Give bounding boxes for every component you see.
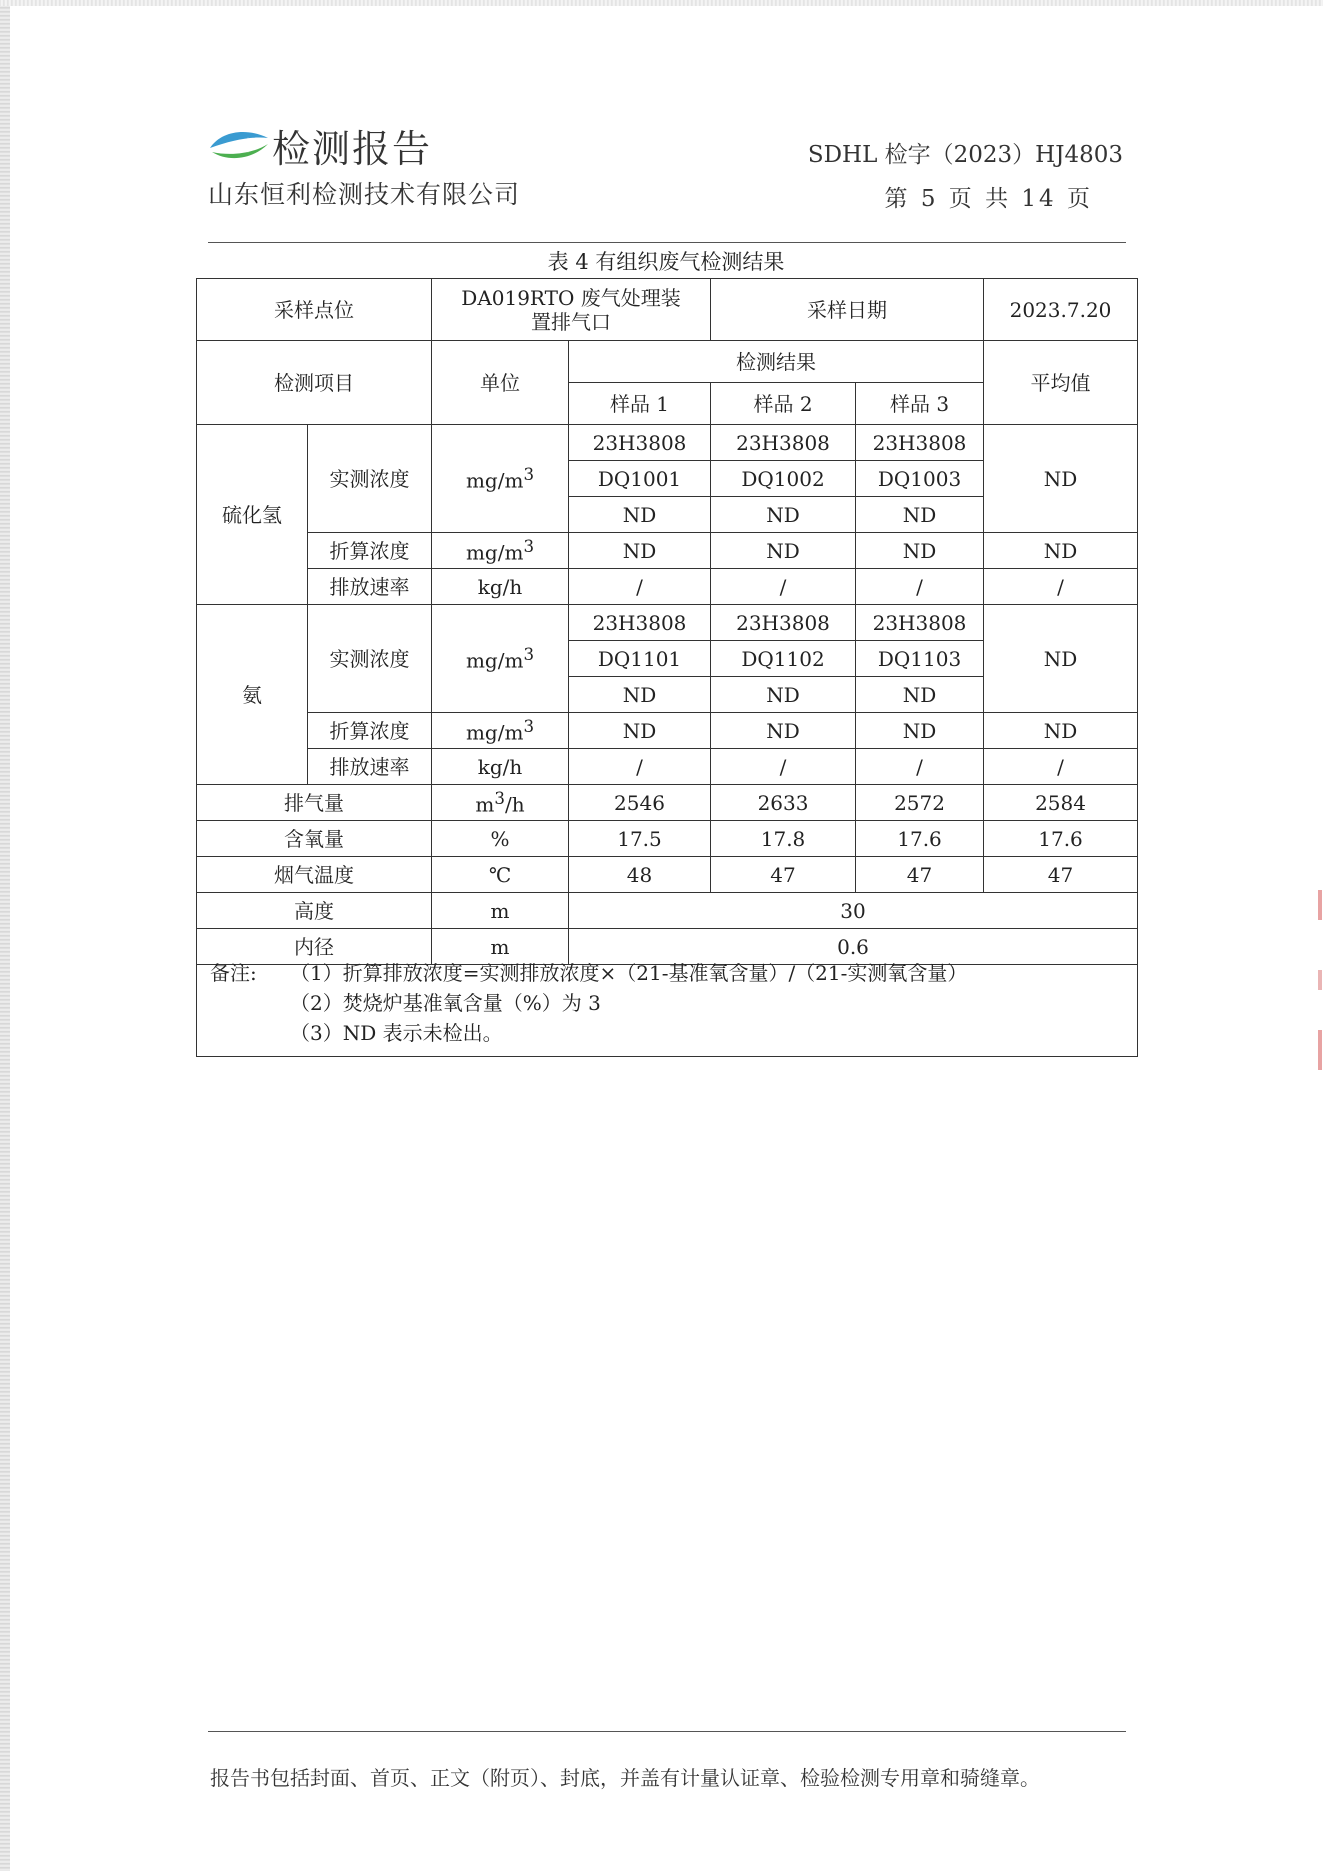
- oxygen-value: 17.5: [569, 821, 711, 857]
- h2s-measured-value: ND: [856, 497, 984, 533]
- avg-header: 平均值: [984, 341, 1138, 425]
- flow-value: 2546: [569, 785, 711, 821]
- h2s-converted-value: ND: [711, 533, 856, 569]
- table-row: [197, 279, 1138, 341]
- h2s-rate-avg: /: [984, 569, 1138, 605]
- code-prefix: 23H3808: [711, 425, 856, 461]
- company-name: 山东恒利检测技术有限公司: [208, 180, 521, 209]
- temp-avg: 47: [984, 857, 1138, 893]
- h2s-rate-unit: kg/h: [432, 569, 569, 605]
- flow-unit: [432, 785, 569, 821]
- item-header: 检测项目: [197, 341, 432, 425]
- height-value: 30: [569, 893, 1138, 929]
- table-row: [197, 713, 1138, 749]
- nh3-measured-value: ND: [711, 677, 856, 713]
- company-logo-icon: [208, 126, 270, 162]
- footer-note: 报告书包括封面、首页、正文（附页）、封底，并盖有计量认证章、检验检测专用章和骑缝章。: [210, 1766, 1040, 1790]
- code-prefix: 23H3808: [856, 605, 984, 641]
- sample-code: DQ1001: [569, 461, 711, 497]
- results-table: [196, 278, 1138, 1057]
- temp-value: 48: [569, 857, 711, 893]
- nh3-rate-label: 排放速率: [308, 749, 432, 785]
- remark-text: （3）ND 表示未检出。: [290, 1021, 503, 1045]
- sampling-date-label: 采样日期: [711, 279, 984, 341]
- table-row: [197, 605, 1138, 641]
- table-row: [197, 569, 1138, 605]
- logo-title: 检测报告: [272, 127, 433, 171]
- temp-value: 47: [711, 857, 856, 893]
- h2s-rate-value: /: [569, 569, 711, 605]
- h2s-measured-label: 实测浓度: [308, 425, 432, 533]
- footer-divider: [208, 1731, 1126, 1732]
- sampling-point-label: 采样点位: [197, 279, 432, 341]
- h2s-converted-label: 折算浓度: [308, 533, 432, 569]
- table-row: [197, 425, 1138, 461]
- unit-text: mg/m: [465, 720, 524, 745]
- oxygen-value: 17.8: [711, 821, 856, 857]
- temp-label: 烟气温度: [197, 857, 432, 893]
- nh3-name: 氨: [197, 605, 308, 785]
- sample-code: DQ1002: [711, 461, 856, 497]
- nh3-rate-value: /: [856, 749, 984, 785]
- nh3-converted-value: ND: [711, 713, 856, 749]
- table-row: [197, 785, 1138, 821]
- scan-edge-top: [0, 0, 1323, 6]
- h2s-measured-value: ND: [711, 497, 856, 533]
- flow-avg: 2584: [984, 785, 1138, 821]
- nh3-rate-unit: kg/h: [432, 749, 569, 785]
- nh3-rate-avg: /: [984, 749, 1138, 785]
- nh3-measured-label: 实测浓度: [308, 605, 432, 713]
- nh3-converted-value: ND: [856, 713, 984, 749]
- page-number: 第 5 页 共 14 页: [884, 186, 1093, 212]
- oxygen-avg: 17.6: [984, 821, 1138, 857]
- temp-value: 47: [856, 857, 984, 893]
- nh3-converted-unit: [432, 713, 569, 749]
- code-prefix: 23H3808: [569, 605, 711, 641]
- unit-header: 单位: [432, 341, 569, 425]
- sampling-date-value: 2023.7.20: [984, 279, 1138, 341]
- remark-line: [210, 1018, 967, 1048]
- remark-text: （1）折算排放浓度=实测排放浓度×（21-基准氧含量）/（21-实测氧含量）: [290, 961, 968, 985]
- nh3-measured-value: ND: [569, 677, 711, 713]
- table-row: [197, 341, 1138, 383]
- table-caption: 表 4 有组织废气检测结果: [547, 250, 785, 274]
- unit-sup: 3: [523, 644, 535, 664]
- unit-text: mg/m: [465, 648, 524, 673]
- remark-line: [210, 988, 967, 1018]
- unit-text: /h: [504, 792, 525, 817]
- h2s-rate-label: 排放速率: [308, 569, 432, 605]
- oxygen-unit: %: [432, 821, 569, 857]
- oxygen-label: 含氧量: [197, 821, 432, 857]
- h2s-converted-avg: ND: [984, 533, 1138, 569]
- sampling-point-line: DA019RTO 废气处理装: [461, 285, 681, 310]
- sample2-header: 样品 2: [711, 383, 856, 425]
- unit-text: mg/m: [465, 540, 524, 565]
- h2s-measured-value: ND: [569, 497, 711, 533]
- unit-text: m: [475, 792, 495, 817]
- code-prefix: 23H3808: [711, 605, 856, 641]
- seal-edge-icon: [1317, 880, 1323, 1120]
- h2s-rate-value: /: [856, 569, 984, 605]
- h2s-name: 硫化氢: [197, 425, 308, 605]
- sample-code: DQ1003: [856, 461, 984, 497]
- nh3-rate-value: /: [569, 749, 711, 785]
- h2s-measured-avg: ND: [984, 425, 1138, 533]
- sample-code: DQ1103: [856, 641, 984, 677]
- diameter-unit: m: [432, 929, 569, 965]
- result-header: 检测结果: [569, 341, 984, 383]
- unit-sup: 3: [494, 788, 505, 808]
- nh3-rate-value: /: [711, 749, 856, 785]
- flow-label: 排气量: [197, 785, 432, 821]
- diameter-label: 内径: [197, 929, 432, 965]
- diameter-value: 0.6: [569, 929, 1138, 965]
- flow-value: 2572: [856, 785, 984, 821]
- nh3-converted-avg: ND: [984, 713, 1138, 749]
- code-prefix: 23H3808: [856, 425, 984, 461]
- remark-line: [210, 958, 967, 988]
- nh3-converted-value: ND: [569, 713, 711, 749]
- unit-sup: 3: [523, 536, 535, 556]
- h2s-converted-value: ND: [856, 533, 984, 569]
- sampling-point-value: [432, 279, 711, 341]
- sample-code: DQ1101: [569, 641, 711, 677]
- table-row: [197, 821, 1138, 857]
- table-row: [197, 857, 1138, 893]
- h2s-converted-unit: [432, 533, 569, 569]
- header-divider: [208, 242, 1126, 243]
- remark-text: （2）焚烧炉基准氧含量（%）为 3: [290, 991, 601, 1015]
- h2s-converted-value: ND: [569, 533, 711, 569]
- nh3-converted-label: 折算浓度: [308, 713, 432, 749]
- scan-edge-left: [0, 0, 10, 1871]
- sample3-header: 样品 3: [856, 383, 984, 425]
- remarks-label: 备注:: [210, 961, 257, 985]
- height-label: 高度: [197, 893, 432, 929]
- code-prefix: 23H3808: [569, 425, 711, 461]
- unit-sup: 3: [523, 716, 535, 736]
- flow-value: 2633: [711, 785, 856, 821]
- report-number: SDHL 检字（2023）HJ4803: [807, 142, 1123, 168]
- sample1-header: 样品 1: [569, 383, 711, 425]
- h2s-measured-unit: [432, 425, 569, 533]
- oxygen-value: 17.6: [856, 821, 984, 857]
- table-row: [197, 533, 1138, 569]
- table-row: [197, 749, 1138, 785]
- sample-code: DQ1102: [711, 641, 856, 677]
- table-row: [197, 893, 1138, 929]
- h2s-rate-value: /: [711, 569, 856, 605]
- height-unit: m: [432, 893, 569, 929]
- sampling-point-line: 置排气口: [531, 309, 611, 334]
- nh3-measured-avg: ND: [984, 605, 1138, 713]
- nh3-measured-unit: [432, 605, 569, 713]
- nh3-measured-value: ND: [856, 677, 984, 713]
- unit-sup: 3: [523, 464, 535, 484]
- unit-text: mg/m: [465, 468, 524, 493]
- remarks: [210, 958, 967, 1048]
- temp-unit: ℃: [432, 857, 569, 893]
